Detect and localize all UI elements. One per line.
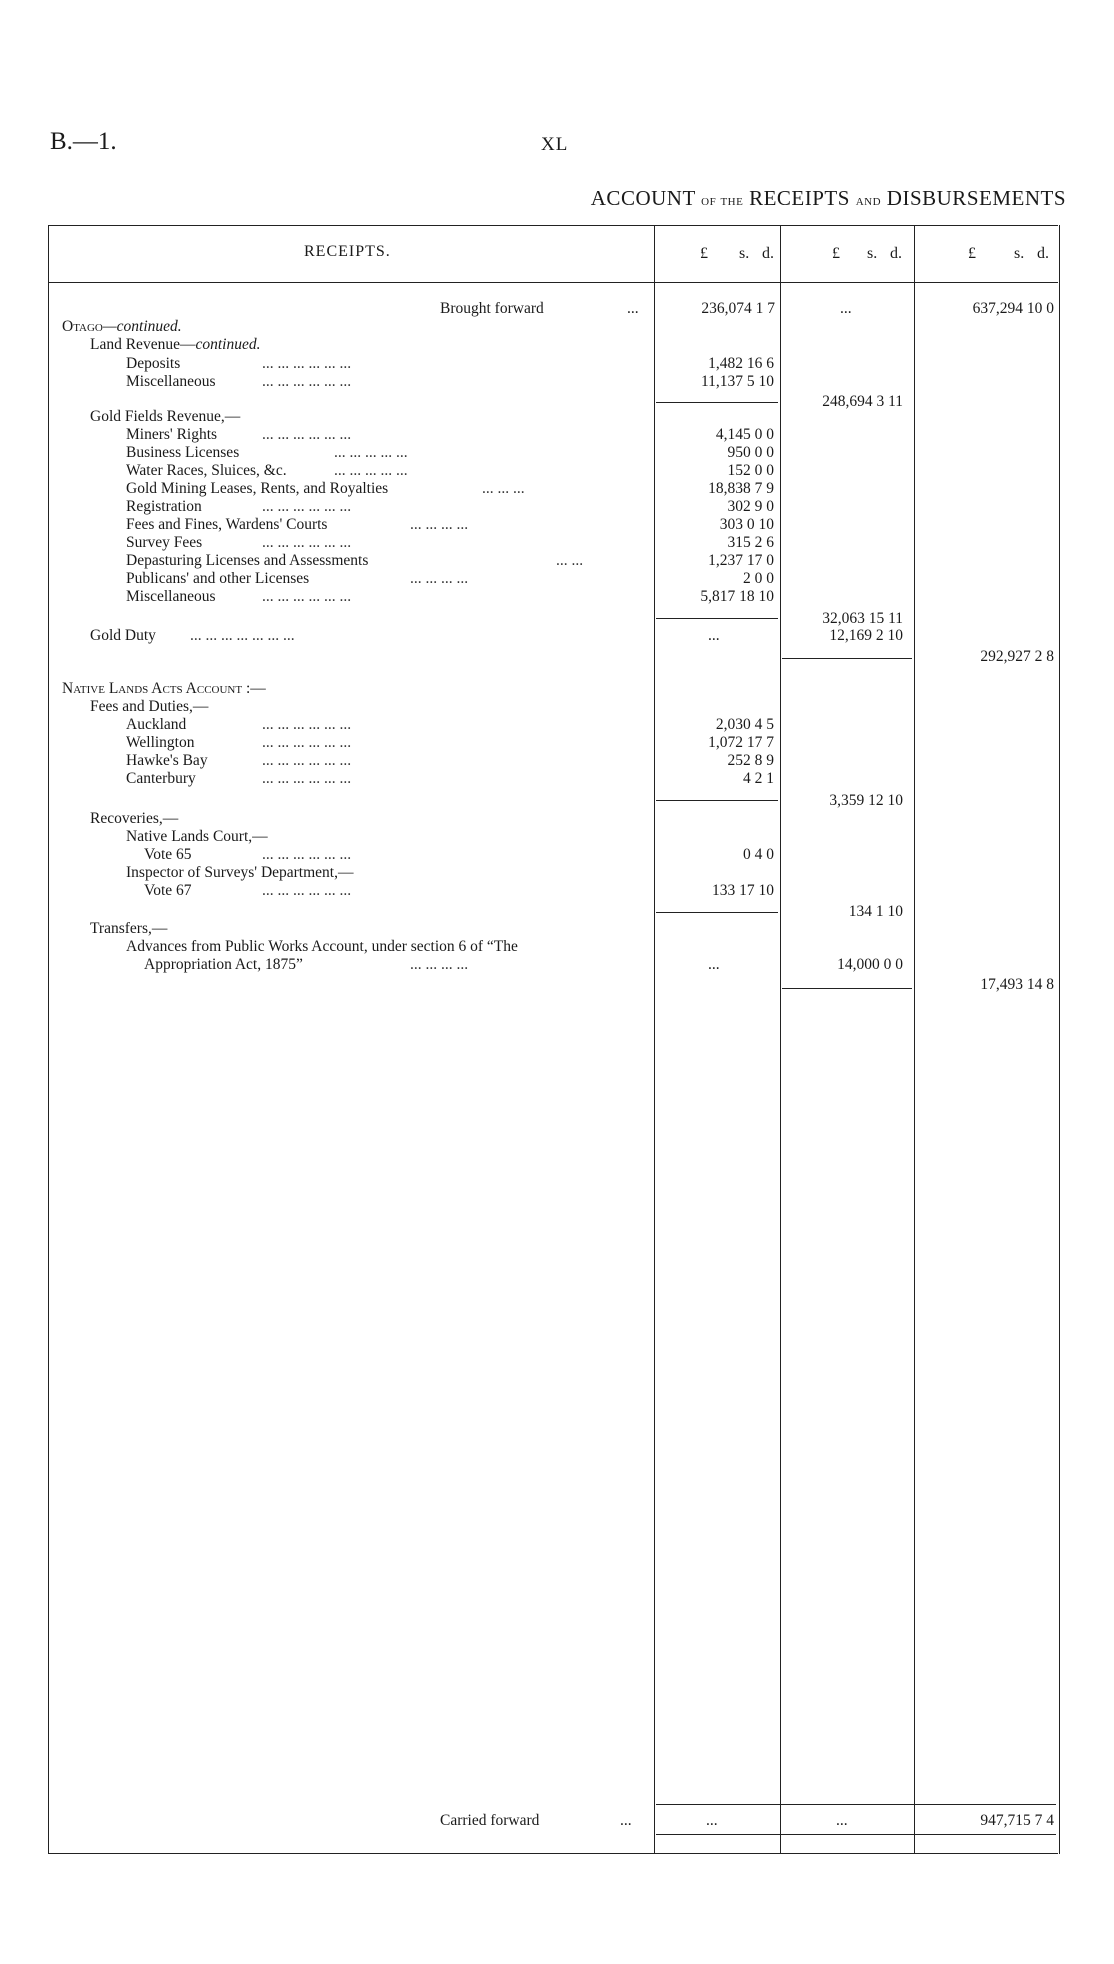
row-vote-67: Vote 67 ... ... ... ... ... ... 133 17 10 — [144, 882, 774, 899]
row-fees-duties: Fees and Duties,— — [90, 698, 209, 715]
row-otago: Otago—continued. — [62, 318, 182, 335]
report-code: B.—1. — [50, 128, 117, 155]
row-business-licenses: Business Licenses ... ... ... ... ... 950 0 0 — [126, 444, 774, 461]
row-gold-fields: Gold Fields Revenue,— — [90, 408, 241, 425]
col1-shillings-header: s. — [739, 245, 750, 262]
row-publicans: Publicans' and other Licenses ... ... ... ... 2 0 0 — [126, 570, 774, 587]
col1-pounds-header: £ — [700, 245, 708, 262]
header-divider — [48, 282, 1058, 283]
table-bottom-border — [48, 1853, 1058, 1854]
row-miners-rights: Miners' Rights ... ... ... ... ... ... 4,145 0 0 — [126, 426, 774, 443]
row-survey-fees: Survey Fees ... ... ... ... ... ... 315 2 6 — [126, 534, 774, 551]
row-deposits: Deposits ... ... ... ... ... ... 1,482 16 6 — [126, 355, 774, 372]
row-native-lands: Native Lands Acts Account :— — [62, 680, 266, 697]
row-fees-duties-total: 3,359 12 10 — [829, 792, 903, 809]
row-appropriation: Appropriation Act, 1875” ... ... ... ... ... 14,000 0 0 — [144, 956, 903, 973]
page-number: XL — [541, 134, 569, 155]
col3-pounds-header: £ — [968, 245, 976, 262]
row-gold-duty: Gold Duty ... ... ... ... ... ... ... ... 12,169 2 10 — [90, 627, 903, 644]
row-otago-total: 292,927 2 8 — [980, 648, 1054, 665]
row-gold-mining-leases: Gold Mining Leases, Rents, and Royalties ... ... ... 18,838 7 9 — [126, 480, 774, 497]
row-wellington: Wellington ... ... ... ... ... ... 1,072 17 7 — [126, 734, 774, 751]
col2-pence-header: d. — [890, 245, 902, 262]
row-auckland: Auckland ... ... ... ... ... ... 2,030 4 5 — [126, 716, 774, 733]
col2-pounds-header: £ — [832, 245, 840, 262]
col2-shillings-header: s. — [867, 245, 878, 262]
row-depasturing: Depasturing Licenses and Assessments ... ... 1,237 17 0 — [126, 552, 774, 569]
row-canterbury: Canterbury ... ... ... ... ... ... 4 2 1 — [126, 770, 774, 787]
row-registration: Registration ... ... ... ... ... ... 302 9 0 — [126, 498, 774, 515]
row-advances: Advances from Public Works Account, under section 6 of “The — [126, 938, 518, 955]
page-title: ACCOUNT of the RECEIPTS and DISBURSEMENTS — [590, 186, 1066, 210]
row-recoveries-total: 134 1 10 — [848, 903, 903, 920]
row-inspector: Inspector of Surveys' Department,— — [126, 864, 354, 881]
row-gold-total: 32,063 15 11 — [822, 610, 903, 627]
row-land-revenue: Land Revenue—continued. — [90, 336, 261, 353]
row-recoveries: Recoveries,— — [90, 810, 179, 827]
col1-pence-header: d. — [762, 245, 774, 262]
row-brought-forward: Brought forward ... 236,074 1 7 ... 637,294 10 0 — [440, 300, 1054, 317]
row-gold-misc: Miscellaneous ... ... ... ... ... ... 5,817 18 10 — [126, 588, 774, 605]
col3-shillings-header: s. — [1014, 245, 1025, 262]
row-native-total: 17,493 14 8 — [980, 976, 1054, 993]
row-land-misc: Miscellaneous ... ... ... ... ... ... 11,137 5 10 — [126, 373, 774, 390]
row-native-court: Native Lands Court,— — [126, 828, 268, 845]
table-top-border — [48, 225, 1058, 226]
total-rule — [656, 1804, 1056, 1805]
total-rule — [656, 1834, 1056, 1835]
row-water-races: Water Races, Sluices, &c. ... ... ... ... ... 152 0 0 — [126, 462, 774, 479]
row-hawkes-bay: Hawke's Bay ... ... ... ... ... ... 252 8 9 — [126, 752, 774, 769]
row-carried-forward: Carried forward ... ... ... 947,715 7 4 — [440, 1812, 1054, 1829]
col3-pence-header: d. — [1037, 245, 1049, 262]
row-land-total: 248,694 3 11 — [822, 393, 903, 410]
row-vote-65: Vote 65 ... ... ... ... ... ... 0 4 0 — [144, 846, 774, 863]
row-fees-fines: Fees and Fines, Wardens' Courts ... ... ... ... 303 0 10 — [126, 516, 774, 533]
row-transfers: Transfers,— — [90, 920, 168, 937]
receipts-header: RECEIPTS. — [304, 243, 391, 260]
